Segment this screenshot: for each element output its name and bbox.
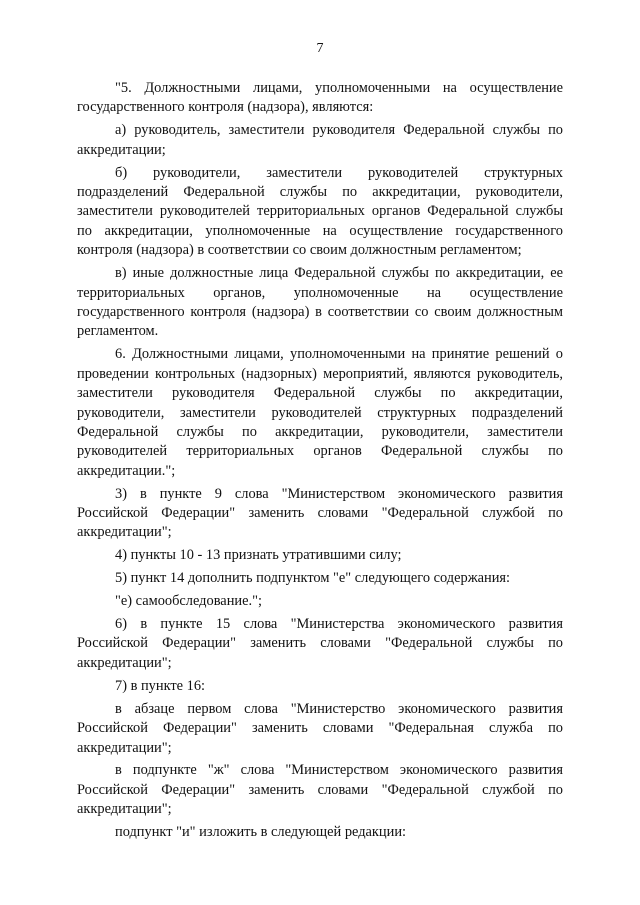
- body-text: [77, 79, 563, 846]
- paragraph: а) руководитель, заместители руководителя Федеральной службы по аккредитации;: [77, 122, 563, 158]
- paragraph: 6) в пункте 15 слова "Министерства экономического развития Российской Федерации" заменить словами "Федеральной службы по аккредитации";: [77, 616, 563, 671]
- paragraph: в) иные должностные лица Федеральной службы по аккредитации, ее территориальных органов, уполномоченные на осуществление государственного контроля (надзора) в соответствии со своим должностным регламентом.: [77, 265, 563, 340]
- paragraph: в подпункте "ж" слова "Министерством экономического развития Российской Федерации" заменить словами "Федеральной службой по аккредитации";: [77, 762, 563, 818]
- page-number: 7: [316, 41, 324, 56]
- paragraph: 4) пункты 10 - 13 признать утратившими силу;: [115, 547, 402, 564]
- paragraph: "5. Должностными лицами, уполномоченными на осуществление государственного контроля (надзора), являются:: [77, 80, 563, 116]
- paragraph: б) руководители, заместители руководителей структурных подразделений Федеральной службы по аккредитации, руководители, заместители руководителей территориальных органов Федеральной службы по аккредитации, уполномоченные на осуществление государственного контроля (надзора) в соответствии со своим должностным регламентом;: [77, 164, 563, 259]
- paragraph: "е) самообследование.";: [115, 593, 262, 610]
- paragraph: подпункт "и" изложить в следующей редакции:: [115, 824, 407, 841]
- paragraph: 7) в пункте 16:: [115, 677, 206, 694]
- paragraph: 3) в пункте 9 слова "Министерством экономического развития Российской Федерации" заменить словами "Федеральной службой по аккредитации";: [77, 485, 563, 541]
- paragraph: 6. Должностными лицами, уполномоченными на принятие решений о проведении контрольных (надзорных) мероприятий, являются руководитель, заместители руководителя Федеральной службы по аккредитации, руководители, заместители руководителей структурных подразделений Федеральной службы по аккредитации, руководители, заместители руководителей территориальных органов Федеральной службы по аккредитации.";: [77, 346, 563, 479]
- paragraph: в абзаце первом слова "Министерство экономического развития Российской Федерации" заменить словами "Федеральная служба по аккредитации";: [77, 700, 563, 756]
- paragraph: 5) пункт 14 дополнить подпунктом "е" следующего содержания:: [115, 570, 511, 587]
